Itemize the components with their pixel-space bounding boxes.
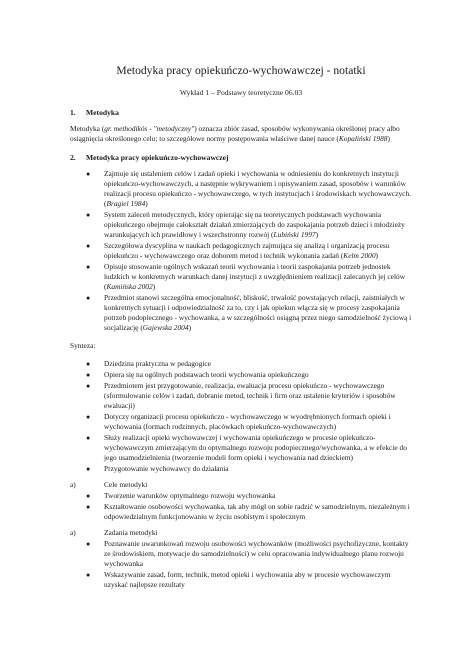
list-item: [70, 502, 412, 522]
bullet-icon: ●: [86, 540, 91, 548]
bullet-icon: ●: [86, 492, 91, 500]
bullet-icon: ●: [86, 294, 91, 302]
list-item: [70, 539, 412, 569]
synteza-list: [70, 359, 412, 474]
bullet-icon: ●: [86, 413, 91, 421]
section-2-title: Metodyka pracy opiekuńczo-wychowawczej: [86, 153, 229, 162]
list-item: [70, 293, 412, 333]
list-item: [70, 412, 412, 432]
cele-metodyki-list: [70, 491, 412, 522]
section-2-list: [70, 169, 412, 333]
synteza-label: Synteza:: [70, 341, 96, 350]
list-item: [70, 210, 412, 240]
list-item-text: ): [152, 282, 156, 291]
section-2-number: 2.: [70, 153, 76, 162]
paragraph-etymology: gr. methodikós - "metodyczny": [104, 124, 195, 133]
bullet-icon: ●: [86, 360, 91, 368]
list-item-text: Przygotowanie wychowawcy do działania: [104, 464, 229, 473]
list-item-text: Opiera się na ogólnych podstawach teorii wychowania opiekuńczego: [104, 370, 309, 379]
paragraph-text: ): [387, 134, 390, 143]
section-1-number: 1.: [70, 108, 76, 117]
list-item-text: Zajmuje się ustaleniem celów i zadań opieki i wychowania w odniesieniu do konkretnych instytucji opiekuńczo-wychowawczych, a następnie wykrywaniem i opisywaniem zasad, sposobów i warunków realizacji procesu opiekuńczo - wychowawczego, w tych instytucjach i środowiskach wychowawczych. (: [104, 169, 412, 208]
list-item-text: ): [375, 251, 378, 260]
list-item-text: Opisuje stosowanie ogólnych wskazań teorii wychowania i teorii zaspokajania potrzeb jednostek ludzkich w konkretnych warunkach danej instytucji z uwzględnieniem realizacji zalecanych jej celów (: [104, 262, 406, 291]
citation: Bragiel 1984: [106, 199, 146, 208]
subsection-title: Zadania metodyki: [104, 528, 158, 537]
citation: Kamińska 2002: [106, 282, 153, 291]
list-item-text: Przedmiotem jest przygotowanie, realizacja, ewaluacja procesu opiekuńczo - wychowawczego (sformułowanie celów i zadań, dobranie metod, technik i firm oraz ustalenie kryteriów i sposobów ewaluacji): [104, 381, 396, 410]
bullet-icon: ●: [86, 371, 91, 379]
list-item-text: ): [145, 199, 148, 208]
paragraph-text: ) oznacza zbiór zasad, sposobów wykonywania określonej pracy albo osiągnięcia określonego celu; to szczegółowe normy postępowania właściwe danej nauce (: [70, 124, 400, 143]
citation: Kopaliński 1988: [338, 134, 388, 143]
zadania-metodyki-heading: [70, 528, 412, 538]
list-item-text: Poznawanie uwarunkowań rozwoju osobowości wychowanków (możliwości psychofizyczne, kontakty ze środowiskiem, motywacje do samodzielności) w celu opracowania indywidualnego planu rozwoju wychowanka: [104, 539, 409, 568]
document-subtitle: Wykład 1 – Podstawy teoretyczne 06.03: [179, 88, 303, 97]
list-item-text: Dotyczy organizacji procesu opiekuńczo - wychowawczego w wyodrębnionych formach opieki i wychowania (formach rodzinnych, placówkach opiekuńczo-wychowawczych): [104, 412, 391, 431]
list-item-text: ): [188, 323, 192, 332]
list-item: [70, 359, 412, 369]
zadania-metodyki-list: [70, 539, 412, 590]
list-item-text: Przedmiot stanowi szczególna emocjonalność, bliskość, trwałość powstających relacji, zaistniałych w konkretnych sytuacji i odpowiedzialność za to, czy i jak opiekun włącza się w procesy zaspokajania potrzeb podopiecznego - wychowanka, a w szczególności osiągną przez niego samodzielność życiową i socjalizację (: [104, 293, 412, 332]
list-item-text: System zaleceń metodycznych, który opierając się na teoretycznych podstawach wychowania opiekuńczego obejmuje całokształt działań zmierzających do zaspokajania potrzeb dzieci i młodzieży warunkujących ich prawidłowy i wszechstronny rozwój (: [104, 210, 405, 239]
bullet-icon: ●: [86, 571, 91, 579]
subsection-title: Cele metodyki: [104, 480, 148, 489]
list-item: [70, 570, 412, 590]
citation: Kelm 2000: [343, 251, 376, 260]
list-item: [70, 491, 412, 501]
paragraph-text: Metodyka (: [70, 124, 105, 133]
section-1-title: Metodyka: [86, 108, 119, 117]
section-1-paragraph: [70, 124, 412, 144]
bullet-icon: ●: [86, 263, 91, 271]
cele-metodyki-heading: [70, 480, 412, 490]
section-2-heading: [70, 153, 412, 163]
list-item: [70, 169, 412, 209]
list-item-text: Szczegółowa dyscyplina w naukach pedagogicznych zajmująca się analizą i organizacją procesu opiekuńczo - wychowawczego oraz doborem metod i technik wykonania zadań (: [104, 241, 390, 260]
bullet-icon: ●: [86, 170, 91, 178]
list-item: [70, 433, 412, 463]
list-item-text: ): [315, 230, 319, 239]
list-item-text: Służy realizacji opieki wychowawczej i wychowania opiekuńczego w procesie opiekuńczo-wychowawczym zmierzającym do optymalnego rozwoju podopiecznego/wychowanka, a w efekcie do jego usamodzielnienia (tworzenie modeli form opieki i wychowania nad dzieckiem): [104, 433, 407, 462]
list-item: [70, 370, 412, 380]
list-letter: a): [70, 480, 76, 489]
list-item: [70, 241, 412, 261]
list-item: [70, 262, 412, 292]
list-item-text: Wskazywanie zasad, form, technik, metod opieki i wychowania aby w procesie wychowawczym uzyskać najlepsze rezultaty: [104, 570, 391, 589]
bullet-icon: ●: [86, 382, 91, 390]
bullet-icon: ●: [86, 503, 91, 511]
document-title: Metodyka pracy opiekuńczo-wychowawczej - notatki: [116, 64, 366, 77]
bullet-icon: ●: [86, 465, 91, 473]
bullet-icon: ●: [86, 211, 91, 219]
section-1-heading: [70, 108, 412, 118]
list-item: [70, 381, 412, 411]
list-item-text: Dziedzina praktyczna w pedagogice: [104, 359, 211, 368]
bullet-icon: ●: [86, 242, 91, 250]
list-item: [70, 464, 412, 474]
bullet-icon: ●: [86, 434, 91, 442]
list-item-text: Tworzenie warunków optymalnego rozwoju wychowanka: [104, 491, 276, 500]
citation: Gajewska 2004: [142, 323, 189, 332]
citation: Lubiński 1997: [273, 230, 316, 239]
list-letter: a): [70, 528, 76, 537]
list-item-text: Kształtowanie osobowości wychowanka, tak aby mógł on sobie radzić w samodzielnym, niezależnym i odpowiedzialnym funkcjonowaniu w życiu osobistym i społecznym: [104, 502, 410, 521]
